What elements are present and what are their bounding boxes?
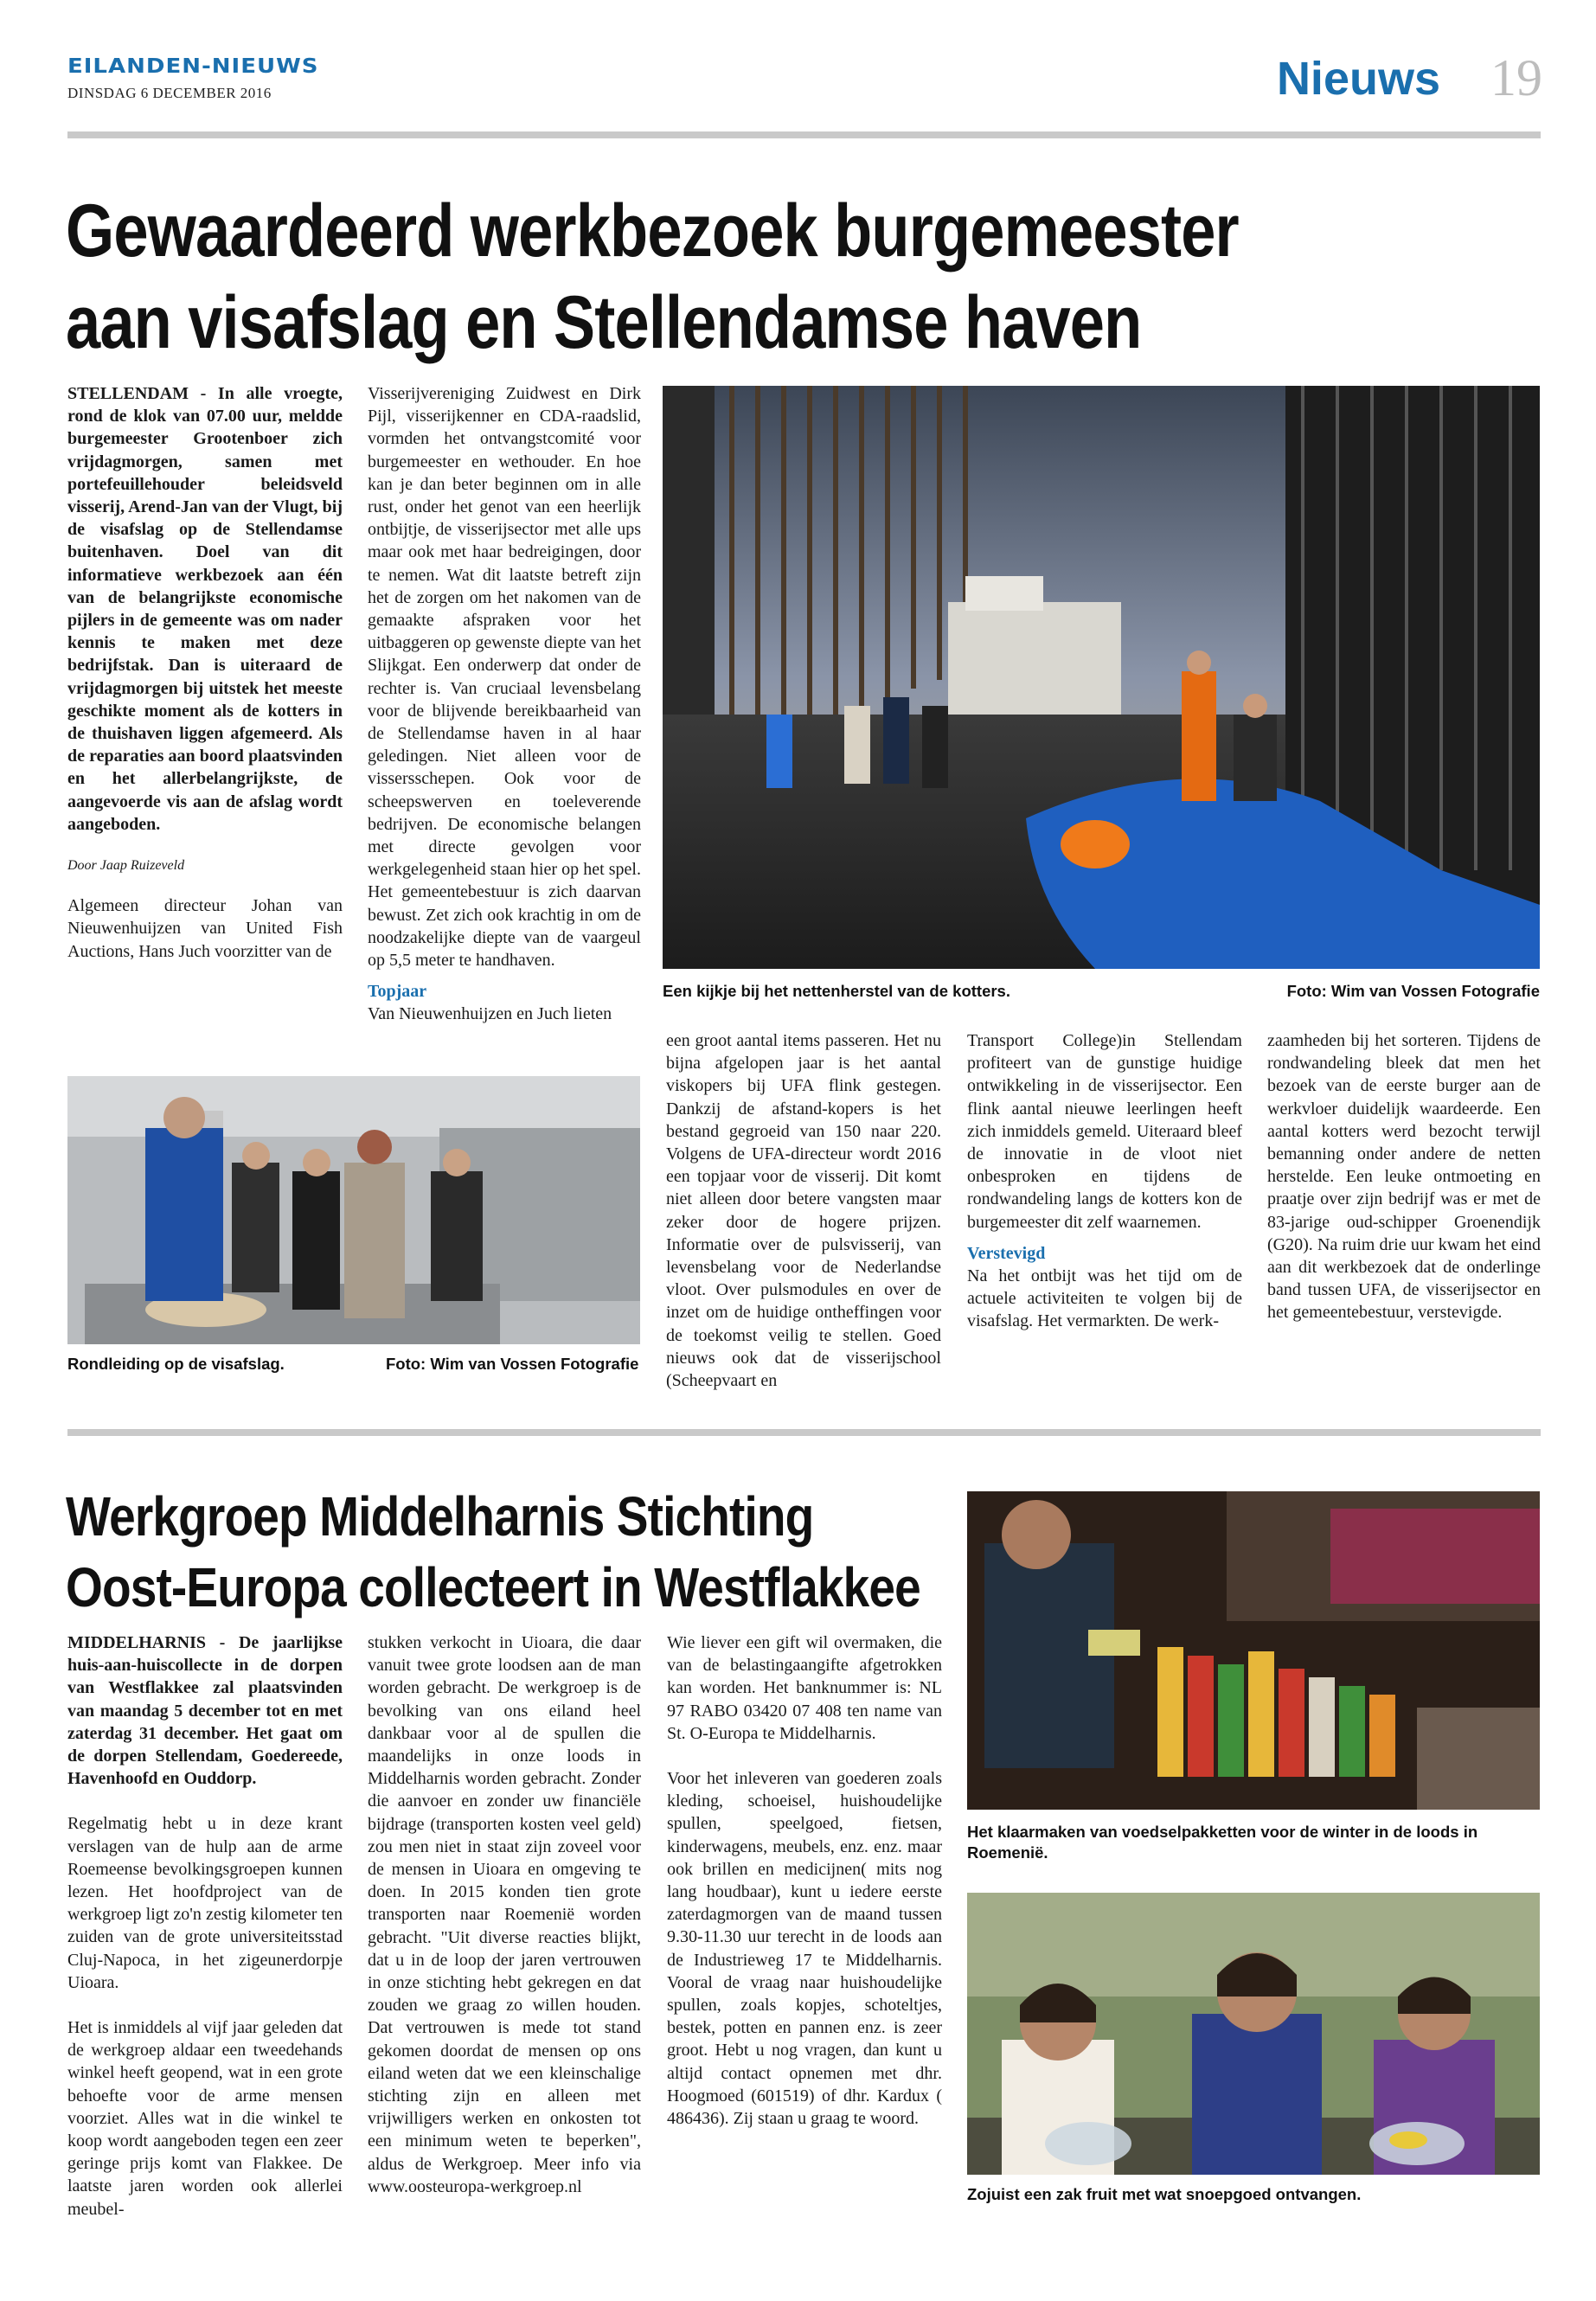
top-rule	[67, 131, 1541, 138]
photo-fish-auction-credit: Foto: Wim van Vossen Fotografie	[386, 1355, 639, 1373]
article1-subhead-topjaar: Topjaar	[368, 982, 427, 1002]
photo-fish-auction-caption: Rondleiding op de visafslag.	[67, 1355, 285, 1373]
section-name: Nieuws	[1276, 53, 1440, 105]
article2-column-3	[667, 1631, 942, 2130]
article2-column-1	[67, 1631, 343, 2221]
article2-headline-line1: Werkgroep Middelharnis Stichting	[66, 1485, 814, 1548]
article2-col1-p1: Regelmatig hebt u in deze krant verslagen van de hulp aan de arme Roemeense bevolkingsgroepen kunnen lezen. Het hoofdproject van de werkgroep ligt zo'n zestig kilometer ten zuiden van de grote universiteitsstad Cluj-Napoca, in het zigeunerdorpje Uioara.	[67, 1814, 343, 1992]
article1-headline	[66, 185, 1446, 369]
article1-byline: Door Jaap Ruizeveld	[67, 858, 185, 874]
article2-headline	[66, 1481, 1033, 1623]
article2-column-2	[368, 1631, 641, 2198]
article1-headline-line2: aan visafslag en Stellendamse haven	[66, 281, 1142, 364]
photo-children-caption: Zojuist een zak fruit met wat snoepgoed ontvangen.	[967, 2185, 1362, 2203]
photo-children	[967, 1893, 1540, 2175]
masthead-date: DINSDAG 6 DECEMBER 2016	[67, 85, 272, 101]
article2-col1-p2: Het is inmiddels al vijf jaar geleden dat de werkgroep aldaar een tweedehands winkel heeft geopend, wat in een grote behoefte voor de arme mensen voorziet. Alles wat in die winkel te koop wordt aangeboden tegen een zeer geringe prijs komt van Flakkee. De laatste jaren worden ook allerlei meubel-	[67, 2018, 343, 2219]
article1-col1-body: Algemeen directeur Johan van Nieuwenhuijzen van United Fish Auctions, Hans Juch voorzitter van de	[67, 896, 343, 961]
photo-fish-auction-tour	[67, 1076, 640, 1344]
article1-column-2	[368, 382, 641, 1026]
photo-net-repair-credit: Foto: Wim van Vossen Fotografie	[1286, 982, 1540, 1000]
article2-headline-line2: Oost-Europa collecteert in Westflakkee	[66, 1556, 920, 1618]
photo-net-repair	[663, 386, 1540, 969]
article1-col5-body: zaamheden bij het sorteren. Tijdens de rondwandeling bleek dat men het bezoek van de eerste burger aan de werkvloer duidelijk waardeerde. Een aantal kotters werd bezocht terwijl bemanning onder andere de netten herstelde. Een leuke ontmoeting en praatje over zijn bedrijf was er met de 83-jarige oud-schipper Groenendijk (G20). Na ruim drie uur kwam het eind aan dit werkbezoek dat de onderlinge band tussen UFA, de visserijsector en het gemeentebestuur, verstevigde.	[1267, 1031, 1541, 1323]
photo-food-packages	[967, 1491, 1540, 1810]
photo-food-packages-caption: Het klaarmaken van voedselpakketten voor de winter in de loods in Roemenië.	[967, 1823, 1478, 1862]
article1-headline-line1: Gewaardeerd werkbezoek burgemeester	[66, 189, 1239, 272]
article1-lead: STELLENDAM - In alle vroegte, rond de klok van 07.00 uur, meldde burgemeester Grootenboer zich vrijdagmorgen, samen met portefeuillehouder beleidsveld visserij, Arend-Jan van der Vlugt, bij de visafslag op de Stellendamse buitenhaven. Doel van dit informatieve werkbezoek aan één van de belangrijkste economische pijlers in de gemeente was om nader kennis te maken met deze bedrijfstak. Dan is uiteraard de vrijdagmorgen bij uitstek het meeste geschikte moment als de kotters in de thuishaven liggen afgemeerd. Als de reparaties aan boord plaatsvinden en het allerbelangrijkste, de aangevoerde vis aan de afslag wordt aangeboden.	[67, 384, 343, 834]
article1-column-5	[1267, 1029, 1541, 1324]
article1-col2-body: Visserijvereniging Zuidwest en Dirk Pijl, visserijkenner en CDA-raadslid, vormden het ontvangstcomité voor burgemeester en wethouder. En hoe kan je dan beter beginnen om in alle rust, onder het genot van een heerlijk ontbijtje, de visserijsector met alle ups maar ook met haar bedreigingen, door te nemen. Wat dit laatste betreft zijn het de zorgen om het nakomen van de gemaakte afspraken voor het uitbaggeren op gewenste diepte van het Slijkgat. Een onderwerp dat onder de rechter is. Van cruciaal levensbelang voor de blijvende bereikbaarheid van de Stellendamse haven in al haar geledingen. Niet alleen voor de vissersschepen. Ook voor de scheepswerven en toeleverende bedrijven. De economische belangen met directe gevolgen voor werkgelegenheid staan hier op het spel. Het gemeentebestuur is zich daarvan bewust. Zet zich ook krachtig in om de noodzakelijke diepte van de vaargeul op 5,5 meter te handhaven.	[368, 384, 641, 971]
article1-col4-after: Na het ontbijt was het tijd om de actuele activiteiten te volgen bij de visafslag. Het vermarkten. De werk-	[967, 1266, 1242, 1331]
article2-col3-p2: Voor het inleveren van goederen zoals kleding, schoeisel, huishoudelijke spullen, speelgoed, fietsen, kinderwagens, meubels, enz. enz. maar ook brillen en medicijnen( mits nog lang houdbaar), kunt u iedere eerste zaterdagmorgen van de maand tussen 9.30-11.30 uur terecht in de loods aan de Industrieweg 17 te Middelharnis. Vooral de vraag naar huishoudelijke spullen, zoals kopjes, schoteltjes, bestek, potten en pannen enz. is zeer groot. Hebt u nog vragen, dan kunt u altijd contact opnemen met dhr. Hoogmoed (601519) of dhr. Kardux ( 486436). Zij staan u graag te woord.	[667, 1769, 942, 2129]
article2-col2-body: stukken verkocht in Uioara, die daar vanuit twee grote loodsen aan de man worden gebracht. De werkgroep is de bevolking van ons eiland heel dankbaar voor al de spullen die maandelijks in onze loods in Middelharnis worden gebracht. Zonder die aanvoer en zonder uw financiële bijdrage (transporten kosten veel geld) zou men niet in staat zijn zoveel voor de mensen in Uioara en omgeving te doen. In 2015 konden tien grote transporten naar Roemenië worden gebracht. "Uit diverse reacties blijkt, dat u in de loop der jaren vertrouwen in onze stichting hebt gekregen en dat zouden we graag zo willen houden. Dat vertrouwen is mede tot stand gekomen doordat de mensen op ons eiland weten dat we een kleinschalige stichting zijn en alleen met vrijwilligers werken en onkosten tot een minimum weten te beperken", aldus de Werkgroep. Meer info via www.oosteuropa-werkgroep.nl	[368, 1633, 641, 2196]
article1-column-1	[67, 382, 343, 963]
article2-lead: MIDDELHARNIS - De jaarlijkse huis-aan-huiscollecte in de dorpen van Westflakkee zal plaatsvinden van maandag 5 december tot en met zaterdag 31 december. Het gaat om de dorpen Stellendam, Goedereede, Havenhoofd en Ouddorp.	[67, 1633, 343, 1789]
photo-net-repair-caption: Een kijkje bij het nettenherstel van de kotters.	[663, 982, 1010, 1000]
page-number: 19	[1490, 49, 1542, 106]
article2-col3-p1: Wie liever een gift wil overmaken, die van de belastingaangifte afgetrokken kan worden. Het banknummer is: NL 97 RABO 03420 07 408 ten name van St. O-Europa te Middelharnis.	[667, 1633, 942, 1743]
article1-column-3	[666, 1029, 941, 1392]
masthead-logo: EILANDEN-NIEUWS	[67, 54, 319, 79]
article1-col4-body: Transport College)in Stellendam profiteert van de gunstige huidige ontwikkeling in de visserijsector. Een flink aantal nieuwe leerlingen heeft zich inmiddels gemeld. Uiteraard bleef de innovatie in de vloot niet onbesproken en tijdens de rondwandeling langs de kotters kon de burgemeester dit zelf waarnemen.	[967, 1031, 1242, 1232]
article1-subhead-verstevigd: Verstevigd	[967, 1243, 1046, 1263]
article1-col2-after: Van Nieuwenhuijzen en Juch lieten	[368, 1004, 612, 1024]
article1-column-4	[967, 1029, 1242, 1333]
middle-rule	[67, 1429, 1541, 1436]
article1-col3-body: een groot aantal items passeren. Het nu bijna afgelopen jaar is het aantal viskopers bij UFA flink gestegen. Dankzij de afstand-kopers is het bestand gegroeid van 150 naar 220. Volgens de UFA-directeur wordt 2016 een topjaar voor de visserij. Dit komt niet alleen door betere vangsten maar zeker door de hogere prijzen. Informatie over de pulsvisserij, van levensbelang voor de Nederlandse vloot. Over pulsmodules en over de inzet om de huidige ontheffingen voor de toekomst veilig te stellen. Goed nieuws ook dat de visserijschool (Scheepvaart en	[666, 1031, 941, 1391]
